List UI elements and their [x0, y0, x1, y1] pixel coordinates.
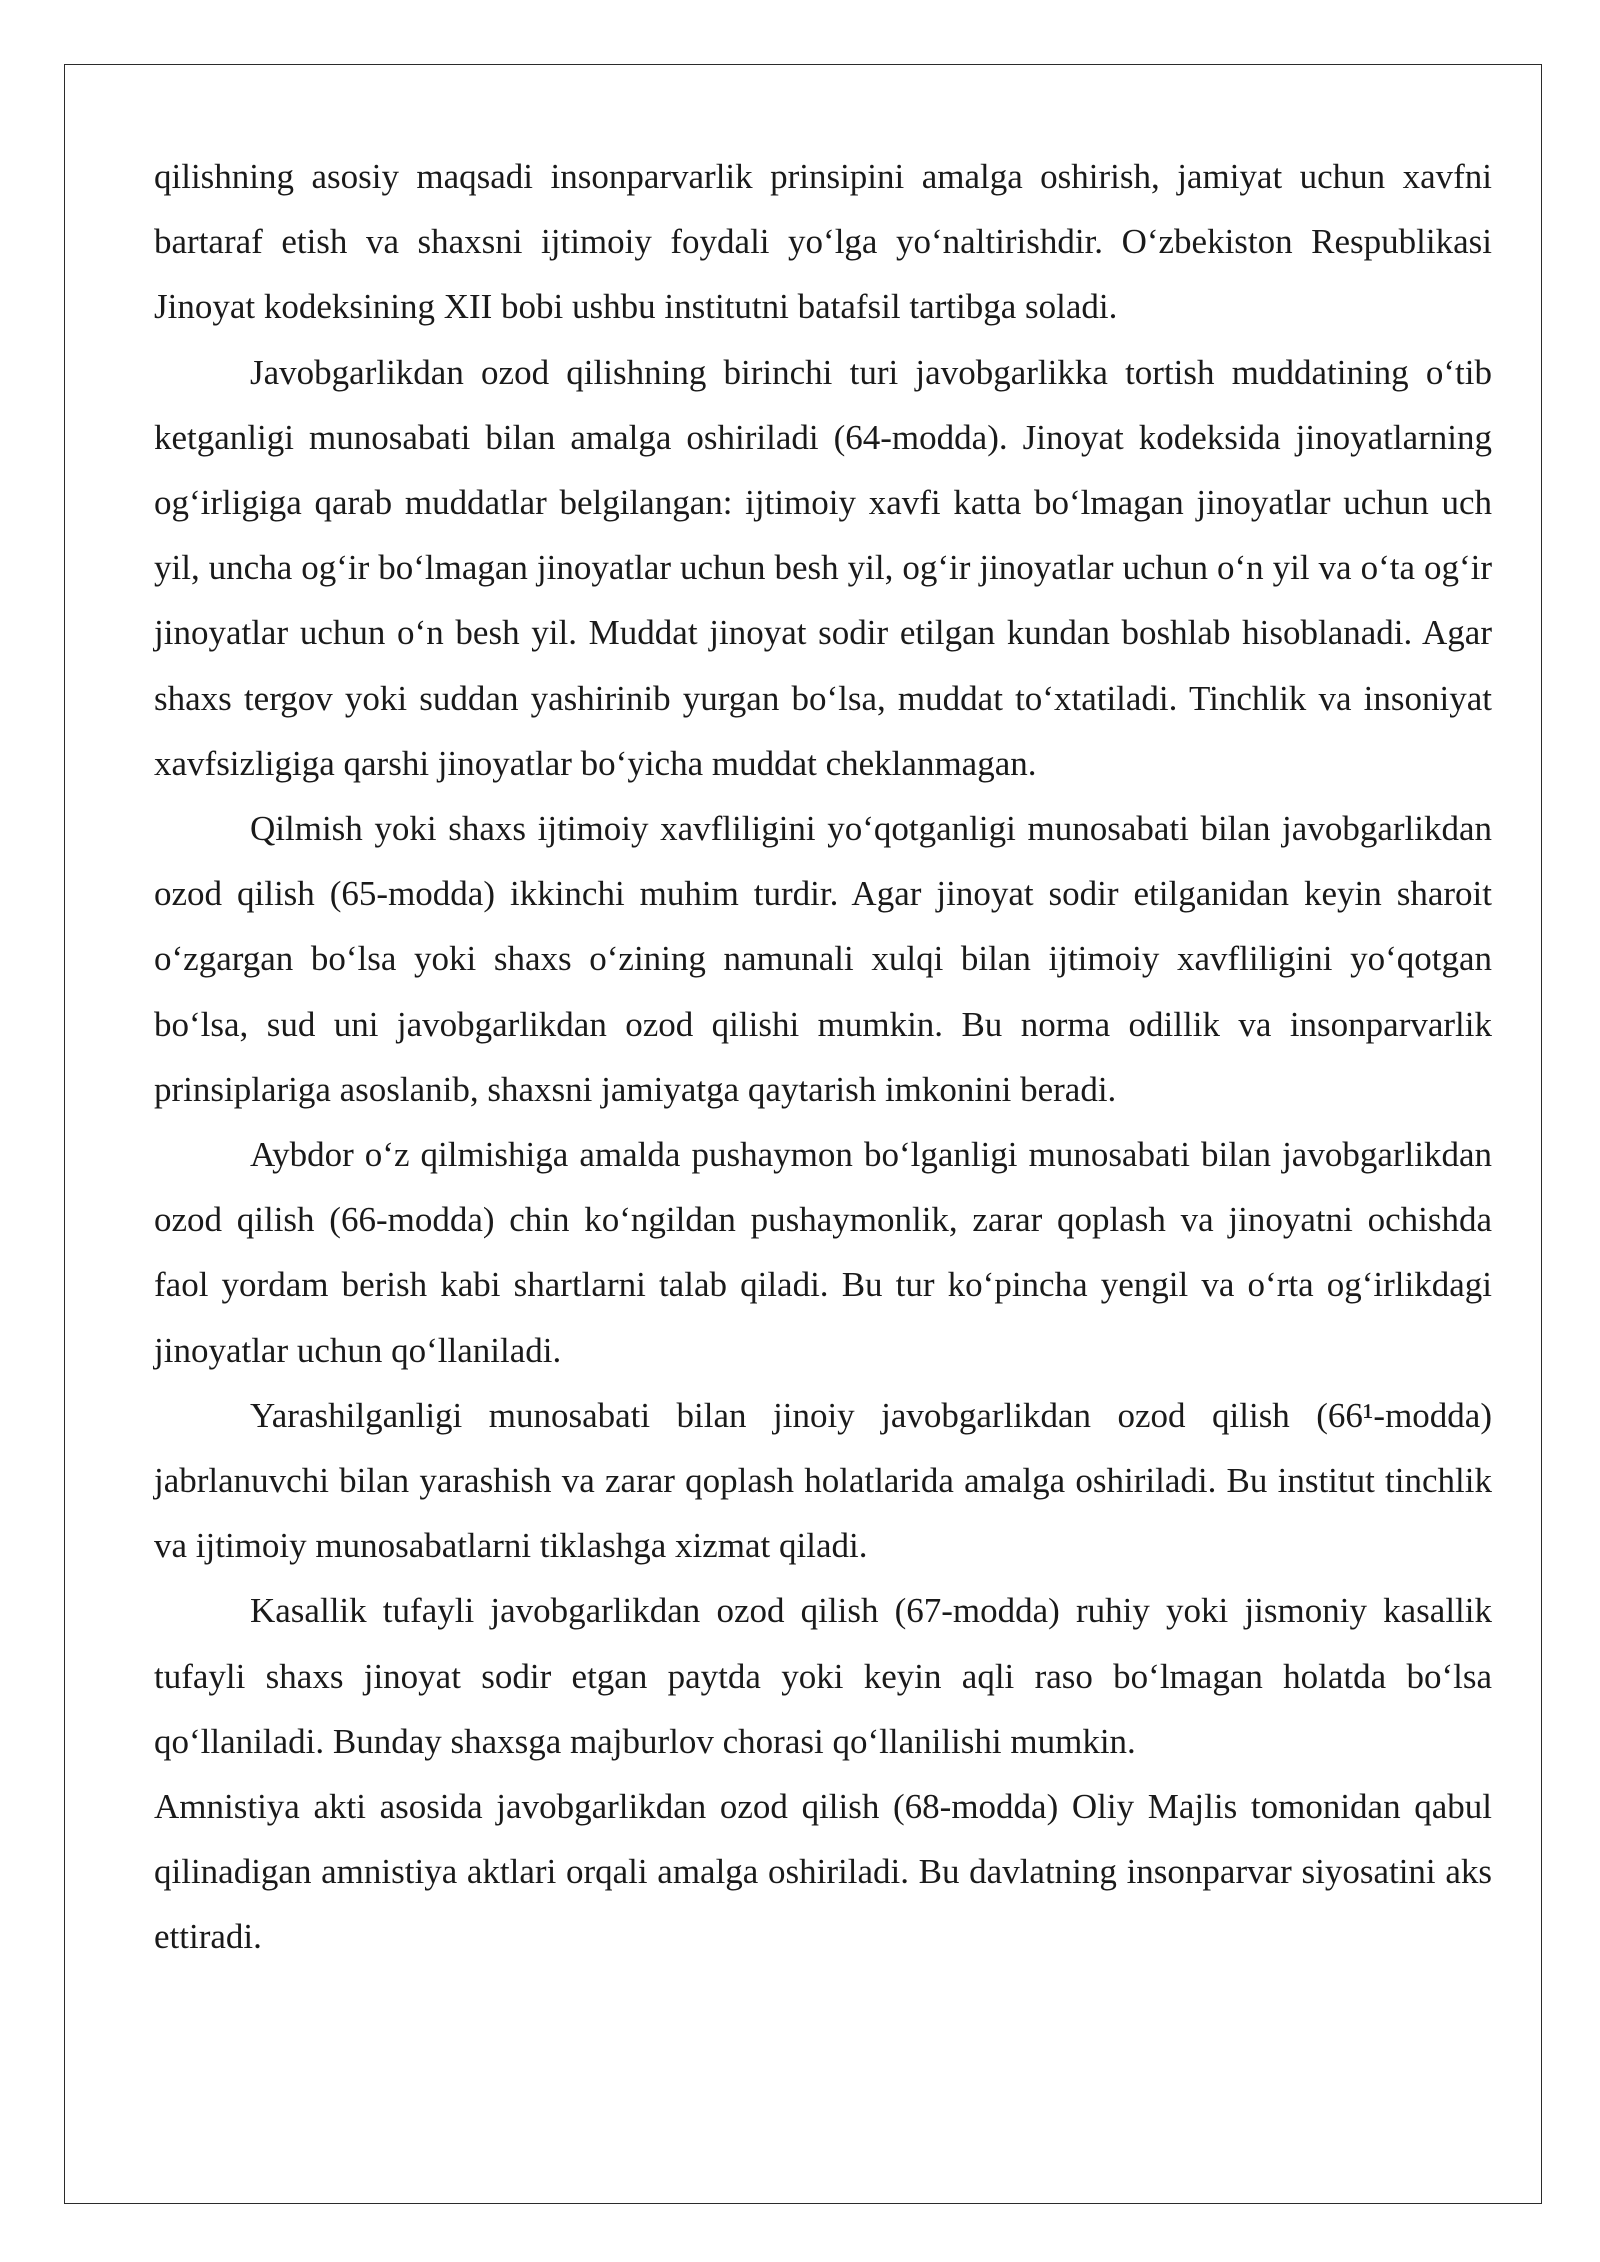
paragraph-illness: Kasallik tufayli javobgarlikdan ozod qilish (67-modda) ruhiy yoki jismoniy kasallik tufayli shaxs jinoyat sodir etgan paytda yoki keyin aqli raso bo‘lmagan holatda bo‘lsa qo‘llaniladi. Bunday shaxsga majburlov chorasi qo‘llanilishi mumkin. [154, 1591, 1492, 1761]
paragraph-active-repentance: Aybdor o‘z qilmishiga amalda pushaymon bo‘lganligi munosabati bilan javobgarlikdan ozod qilish (66-modda) chin ko‘ngildan pushaymonlik, zarar qoplash va jinoyatni ochishda faol yordam berish kabi shartlarni talab qiladi. Bu tur ko‘pincha yengil va o‘rta og‘irlikdagi jinoyatlar uchun qo‘llaniladi. [154, 1135, 1492, 1370]
paragraph-loss-of-danger: Qilmish yoki shaxs ijtimoiy xavfliligini yo‘qotganligi munosabati bilan javobgarlikdan ozod qilish (65-modda) ikkinchi muhim turdir. Agar jinoyat sodir etilganidan keyin sharoit o‘zgargan bo‘lsa yoki shaxs o‘zining namunali xulqi bilan ijtimoiy xavfliligini yo‘qotgan bo‘lsa, sud uni javobgarlikdan ozod qilishi mumkin. Bu norma odillik va insonparvarlik prinsiplariga asoslanib, shaxsni jamiyatga qaytarish imkonini beradi. [154, 809, 1492, 1109]
paragraph-amnesty: Amnistiya akti asosida javobgarlikdan ozod qilish (68-modda) Oliy Majlis tomonidan qabul qilinadigan amnistiya aktlari orqali amalga oshiriladi. Bu davlatning insonparvar siyosatini aks ettiradi. [154, 1787, 1492, 1957]
paragraph-intro-continuation: qilishning asosiy maqsadi insonparvarlik prinsipini amalga oshirish, jamiyat uchun xavfni bartaraf etish va shaxsni ijtimoiy foydali yo‘lga yo‘naltirishdir. O‘zbekiston Respublikasi Jinoyat kodeksining XII bobi ushbu institutni batafsil tartibga soladi. [154, 157, 1492, 327]
document-body [154, 144, 1492, 1970]
paragraph-reconciliation: Yarashilganligi munosabati bilan jinoiy javobgarlikdan ozod qilish (66¹-modda) jabrlanuvchi bilan yarashish va zarar qoplash holatlarida amalga oshiriladi. Bu institut tinchlik va ijtimoiy munosabatlarni tiklashga xizmat qiladi. [154, 1395, 1492, 1566]
paragraph-statute-of-limitations: Javobgarlikdan ozod qilishning birinchi turi javobgarlikka tortish muddatining o‘tib ketganligi munosabati bilan amalga oshiriladi (64-modda). Jinoyat kodeksida jinoyatlarning og‘irligiga qarab muddatlar belgilangan: ijtimoiy xavfi katta bo‘lmagan jinoyatlar uchun uch yil, uncha og‘ir bo‘lmagan jinoyatlar uchun besh yil, og‘ir jinoyatlar uchun o‘n yil va o‘ta og‘ir jinoyatlar uchun o‘n besh yil. Muddat jinoyat sodir etilgan kundan boshlab hisoblanadi. Agar shaxs tergov yoki suddan yashirinib yurgan bo‘lsa, muddat to‘xtatiladi. Tinchlik va insoniyat xavfsizligiga qarshi jinoyatlar bo‘yicha muddat cheklanmagan. [154, 352, 1492, 783]
